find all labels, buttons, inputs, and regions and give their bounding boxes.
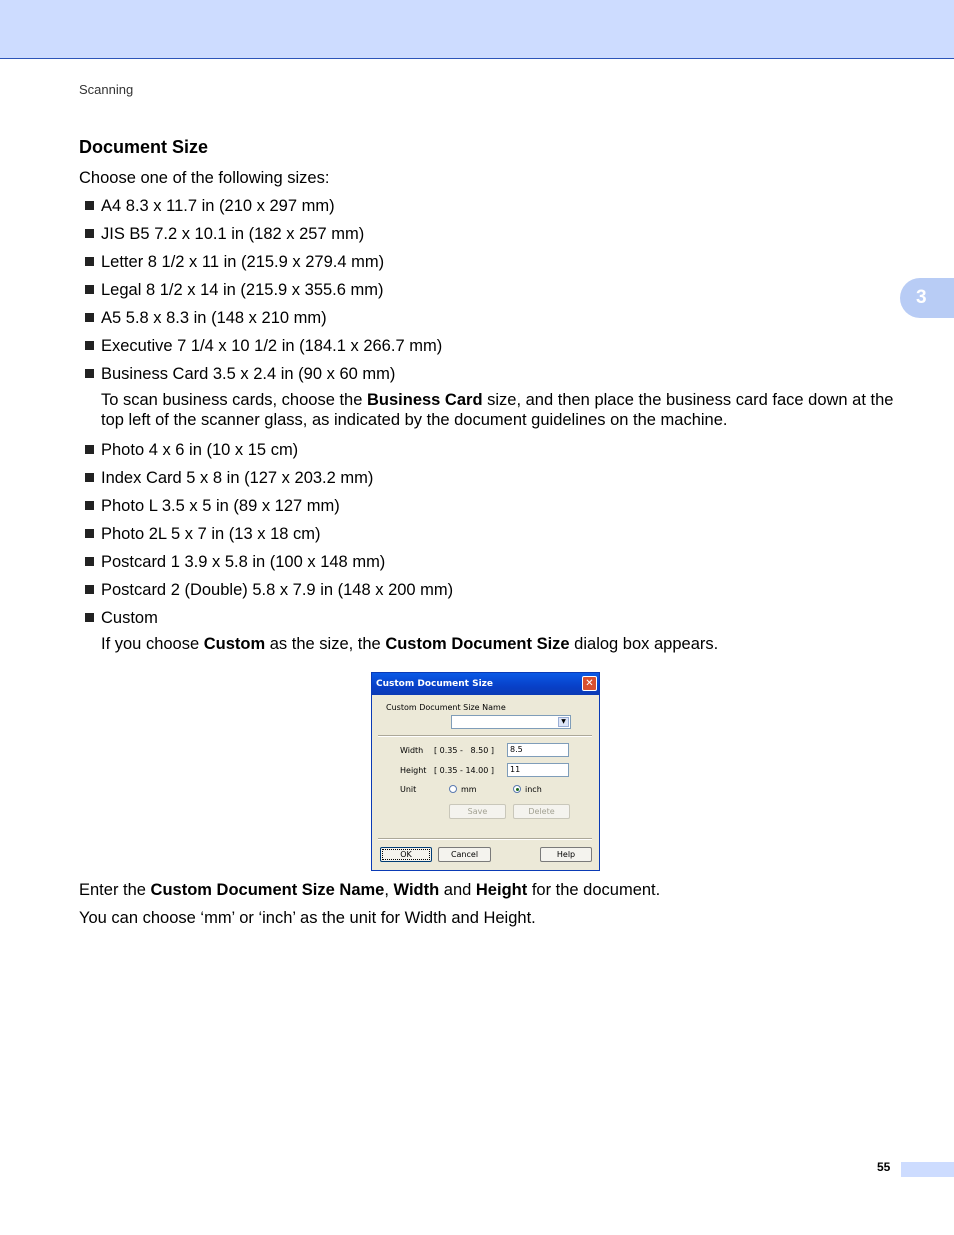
intro-text: Choose one of the following sizes: [79, 169, 330, 187]
unit-inch-radio[interactable] [513, 785, 521, 793]
list-item: Postcard 2 (Double) 5.8 x 7.9 in (148 x 200 mm) [85, 580, 905, 608]
bullet-square-icon [85, 369, 94, 378]
custom-document-size-dialog [371, 672, 600, 871]
header-band [0, 0, 954, 59]
bullet-square-icon [85, 501, 94, 510]
list-item: A4 8.3 x 11.7 in (210 x 297 mm) [85, 196, 905, 224]
bullet-square-icon [85, 257, 94, 266]
unit-mm-label: mm [461, 785, 477, 794]
save-button[interactable]: Save [449, 804, 506, 819]
list-item: Index Card 5 x 8 in (127 x 203.2 mm) [85, 468, 905, 496]
list-item: Photo 4 x 6 in (10 x 15 cm) [85, 440, 905, 468]
list-item: JIS B5 7.2 x 10.1 in (182 x 257 mm) [85, 224, 905, 252]
list-item: Letter 8 1/2 x 11 in (215.9 x 279.4 mm) [85, 252, 905, 280]
height-range: [ 0.35 - 14.00 ] [434, 766, 495, 775]
ok-button[interactable]: OK [380, 847, 432, 862]
section-title: Document Size [79, 137, 209, 157]
divider [378, 838, 592, 840]
bullet-square-icon [85, 341, 94, 350]
bullet-square-icon [85, 473, 94, 482]
cancel-button[interactable]: Cancel [438, 847, 491, 862]
after-line-1: Enter the Custom Document Size Name, Width and Height for the document. [79, 881, 661, 899]
delete-button[interactable]: Delete [513, 804, 570, 819]
list-item: Photo L 3.5 x 5 in (89 x 127 mm) [85, 496, 905, 524]
list-item: Postcard 1 3.9 x 5.8 in (100 x 148 mm) [85, 552, 905, 580]
divider [378, 735, 592, 737]
bullet-square-icon [85, 229, 94, 238]
bullet-square-icon [85, 557, 94, 566]
help-button[interactable]: Help [540, 847, 592, 862]
running-head: Scanning [79, 82, 134, 97]
bullet-square-icon [85, 201, 94, 210]
unit-mm-radio[interactable] [449, 785, 457, 793]
page-number: 55 [877, 1160, 891, 1174]
list-item: Photo 2L 5 x 7 in (13 x 18 cm) [85, 524, 905, 552]
after-line-2: You can choose ‘mm’ or ‘inch’ as the unit for Width and Height. [79, 909, 536, 927]
chevron-down-icon[interactable]: ▼ [558, 717, 569, 727]
close-icon[interactable]: ✕ [582, 676, 597, 691]
list-item: Legal 8 1/2 x 14 in (215.9 x 355.6 mm) [85, 280, 905, 308]
custom-note: If you choose Custom as the size, the Custom Document Size dialog box appears. [101, 635, 719, 653]
footer-bar [901, 1162, 954, 1177]
bullet-square-icon [85, 445, 94, 454]
chapter-tab: 3 [900, 278, 954, 318]
bullet-square-icon [85, 529, 94, 538]
width-range: [ 0.35 - 8.50 ] [434, 746, 495, 755]
unit-label: Unit [400, 785, 417, 794]
dialog-title: Custom Document Size [372, 673, 599, 695]
width-input[interactable]: 8.5 [507, 743, 569, 757]
width-label: Width [400, 746, 424, 755]
height-label: Height [400, 766, 427, 775]
bullet-square-icon [85, 585, 94, 594]
size-list [85, 196, 905, 664]
bullet-square-icon [85, 613, 94, 622]
size-name-combo[interactable] [451, 715, 571, 729]
size-name-label: Custom Document Size Name [386, 703, 506, 712]
height-input[interactable]: 11 [507, 763, 569, 777]
list-item: A5 5.8 x 8.3 in (148 x 210 mm) [85, 308, 905, 336]
list-item: Custom [85, 608, 905, 636]
bullet-square-icon [85, 285, 94, 294]
list-item: Business Card 3.5 x 2.4 in (90 x 60 mm) [85, 364, 905, 392]
unit-inch-label: inch [525, 785, 542, 794]
list-item: Executive 7 1/4 x 10 1/2 in (184.1 x 266.7 mm) [85, 336, 905, 364]
business-card-note: To scan business cards, choose the Business Card size, and then place the business card face down at the top left of the scanner glass, as indicated by the document guidelines on the machine. [101, 391, 894, 429]
bullet-square-icon [85, 313, 94, 322]
